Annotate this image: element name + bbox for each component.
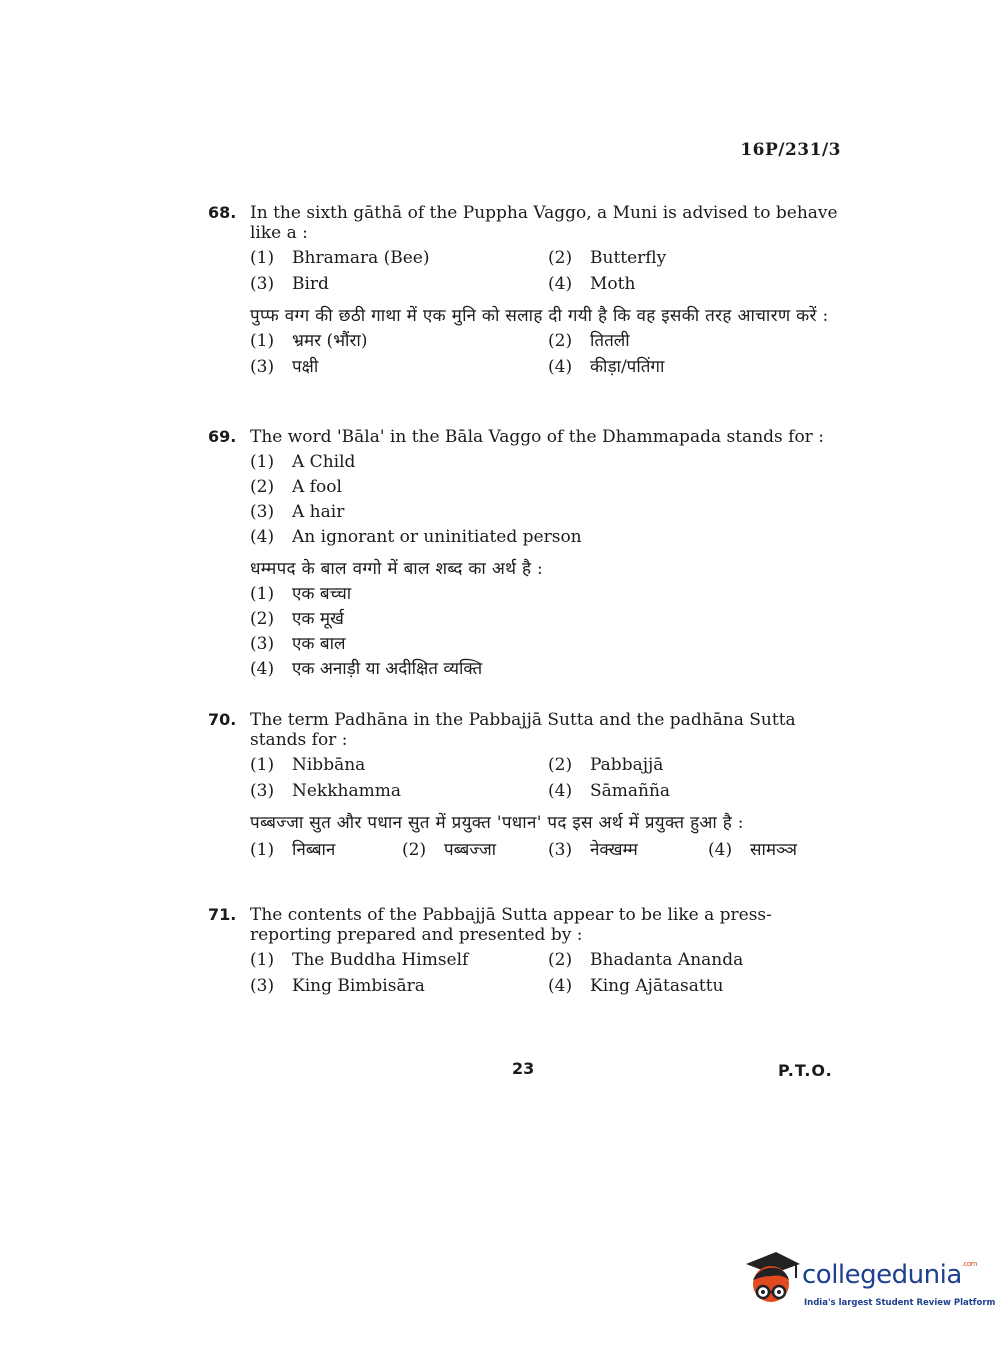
option-number: (2)	[250, 609, 275, 629]
option	[250, 976, 548, 996]
option-number: (4)	[250, 659, 275, 679]
option	[548, 840, 708, 860]
option	[548, 248, 848, 268]
option-text: कीड़ा/पतिंगा	[590, 357, 665, 377]
option-text: Sāmañña	[590, 781, 671, 801]
option-text: Bhadanta Ananda	[590, 950, 744, 970]
option-text: एक अनाड़ी या अदीक्षित व्यक्ति	[292, 659, 483, 679]
option-number: (2)	[402, 840, 427, 860]
question-text-en: The term Padhāna in the Pabbajjā Sutta and the padhāna Sutta stands for :	[250, 710, 796, 750]
option-number: (2)	[548, 248, 573, 268]
option	[708, 840, 848, 860]
option-text: पक्षी	[292, 357, 319, 377]
option-number: (1)	[250, 840, 275, 860]
option	[250, 950, 548, 970]
option-text: निब्बान	[292, 840, 336, 860]
option-text: A fool	[292, 477, 342, 497]
option-number: (1)	[250, 755, 275, 775]
option-number: (3)	[250, 634, 275, 654]
option	[250, 274, 548, 294]
option	[548, 976, 848, 996]
option-text: A hair	[292, 502, 345, 522]
option	[250, 477, 848, 497]
question-text-hi: धम्मपद के बाल वग्गो में बाल शब्द का अर्थ है :	[250, 559, 544, 579]
options-hi	[250, 584, 848, 679]
option-text: A Child	[292, 452, 356, 472]
question-number: 70.	[208, 710, 237, 729]
brand-tagline: India's largest Student Review Platform	[804, 1298, 996, 1308]
option-number: (3)	[250, 502, 275, 522]
question-68	[208, 203, 848, 377]
option-number: (3)	[548, 840, 573, 860]
mascot-icon	[742, 1250, 800, 1310]
option-text: पब्बज्जा	[444, 840, 497, 860]
option-number: (3)	[250, 976, 275, 996]
option	[250, 331, 548, 351]
option-number: (4)	[250, 527, 275, 547]
options-en	[250, 950, 848, 996]
pto-label: P.T.O.	[778, 1061, 833, 1080]
option-number: (1)	[250, 950, 275, 970]
option-text: Butterfly	[590, 248, 667, 268]
option-text: नेक्खम्म	[590, 840, 638, 860]
option	[250, 502, 848, 522]
option	[250, 248, 548, 268]
option-text: King Ajātasattu	[590, 976, 724, 996]
option-number: (4)	[708, 840, 733, 860]
option-number: (2)	[250, 477, 275, 497]
option-number: (1)	[250, 584, 275, 604]
hindi-block	[208, 559, 848, 679]
options-en	[250, 248, 848, 294]
page-number: 23	[512, 1059, 535, 1078]
option-text: एक बाल	[292, 634, 346, 654]
question-number: 71.	[208, 905, 237, 924]
option-number: (1)	[250, 452, 275, 472]
option-text: Pabbajjā	[590, 755, 664, 775]
question-text-hi: पब्बज्जा सुत और पधान सुत में प्रयुक्त 'पधान' पद इस अर्थ में प्रयुक्त हुआ है :	[250, 813, 744, 833]
question-71	[208, 905, 848, 996]
hindi-block	[208, 813, 848, 860]
question-text-en: The word 'Bāla' in the Bāla Vaggo of the Dhammapada stands for :	[250, 427, 824, 447]
option	[548, 331, 848, 351]
option-text: सामञ्ञ	[750, 840, 797, 860]
option-number: (4)	[548, 976, 573, 996]
question-number: 68.	[208, 203, 237, 222]
option-number: (2)	[548, 331, 573, 351]
question-text-hi: पुप्फ वग्ग की छठी गाथा में एक मुनि को सलाह दी गयी है कि वह इसकी तरह आचारण करें :	[250, 306, 829, 326]
option	[250, 527, 848, 547]
option-number: (2)	[548, 950, 573, 970]
options-en	[250, 452, 848, 547]
question-70	[208, 710, 848, 860]
option	[250, 781, 548, 801]
brand-text: collegedunia	[802, 1260, 962, 1290]
option	[250, 609, 848, 629]
question-number: 69.	[208, 427, 237, 446]
brand-com: .com	[961, 1260, 977, 1268]
option	[548, 755, 848, 775]
option	[250, 357, 548, 377]
option-text: King Bimbisāra	[292, 976, 425, 996]
option-number: (3)	[250, 274, 275, 294]
option	[548, 274, 848, 294]
option	[250, 584, 848, 604]
option	[548, 357, 848, 377]
option	[250, 452, 848, 472]
brand-name	[802, 1260, 977, 1290]
option-number: (4)	[548, 781, 573, 801]
hindi-block	[208, 306, 848, 377]
option-number: (4)	[548, 357, 573, 377]
option-text: Nekkhamma	[292, 781, 401, 801]
option-text: An ignorant or uninitiated person	[292, 527, 582, 547]
options-en	[250, 755, 848, 801]
option-text: Nibbāna	[292, 755, 366, 775]
option-number: (4)	[548, 274, 573, 294]
options-hi	[250, 331, 848, 377]
option-number: (1)	[250, 248, 275, 268]
option	[548, 950, 848, 970]
option-text: Moth	[590, 274, 636, 294]
options-hi	[250, 840, 848, 860]
option-text: Bhramara (Bee)	[292, 248, 430, 268]
paper-code: 16P/231/3	[740, 140, 841, 160]
option-text: एक मूर्ख	[292, 609, 344, 629]
option	[250, 755, 548, 775]
question-text-en: In the sixth gāthā of the Puppha Vaggo, a Muni is advised to behave like a :	[250, 203, 838, 243]
option	[250, 840, 402, 860]
option	[250, 634, 848, 654]
option-number: (1)	[250, 331, 275, 351]
option	[548, 781, 848, 801]
question-69	[208, 427, 848, 684]
option-number: (2)	[548, 755, 573, 775]
question-text-en: The contents of the Pabbajjā Sutta appear to be like a press-reporting prepared and presented by :	[250, 905, 772, 945]
collegedunia-logo	[742, 1250, 996, 1320]
option-text: The Buddha Himself	[292, 950, 469, 970]
option	[402, 840, 548, 860]
option-text: तितली	[590, 331, 630, 351]
option-text: भ्रमर (भौंरा)	[292, 331, 368, 351]
option-number: (3)	[250, 781, 275, 801]
option-text: Bird	[292, 274, 329, 294]
option-text: एक बच्चा	[292, 584, 352, 604]
option-number: (3)	[250, 357, 275, 377]
option	[250, 659, 848, 679]
